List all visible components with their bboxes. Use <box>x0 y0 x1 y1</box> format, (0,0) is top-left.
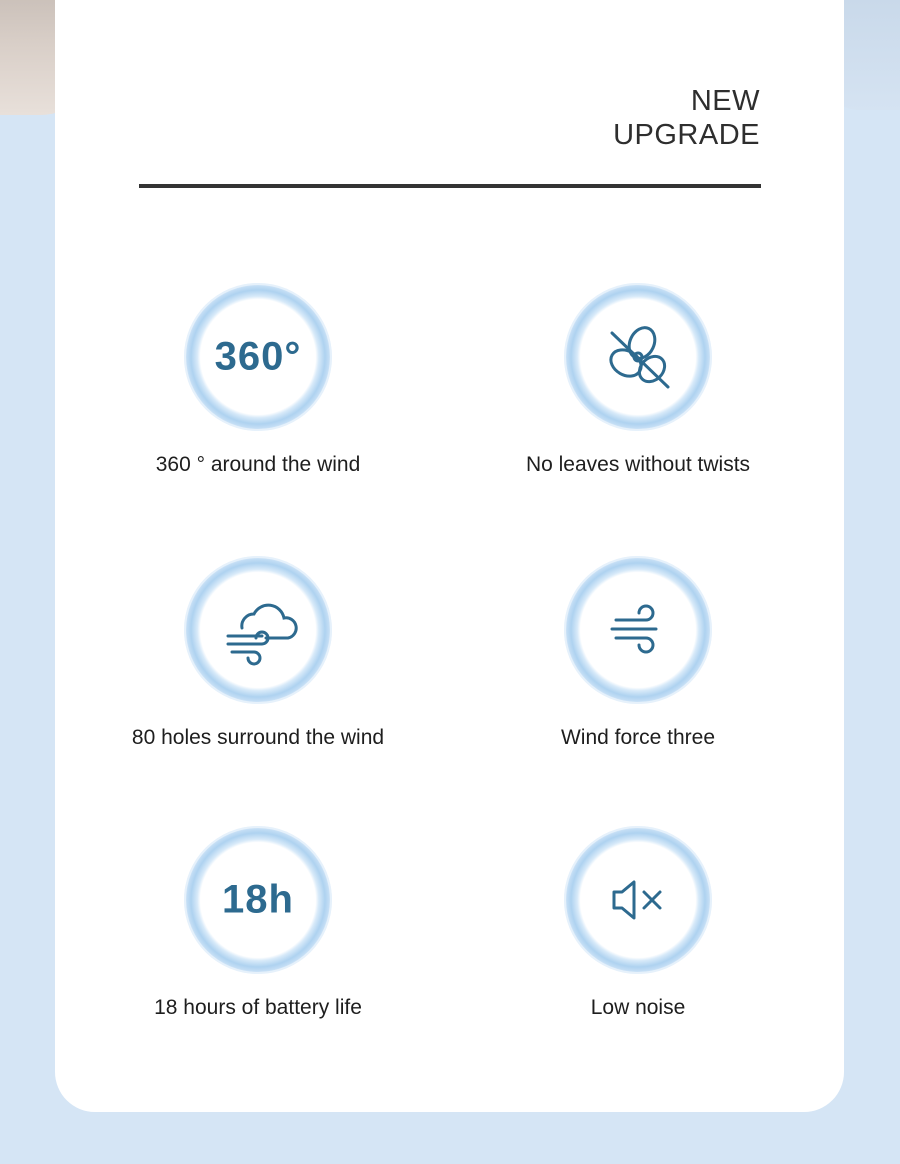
header-line-1: NEW <box>690 85 760 117</box>
cloud-wind-icon <box>184 556 332 704</box>
feature-wind-force <box>468 556 808 750</box>
crossed-fan-blade-icon <box>564 283 712 431</box>
feature-360-wind <box>88 283 428 477</box>
feature-battery-life <box>88 826 428 1020</box>
feature-80-holes <box>88 556 428 750</box>
feature-low-noise <box>468 826 808 1020</box>
feature-no-leaves <box>468 283 808 477</box>
mute-speaker-icon <box>564 826 712 974</box>
wind-lines-icon <box>564 556 712 704</box>
feature-caption: Low noise <box>590 996 686 1019</box>
feature-caption: 360 ° around the wind <box>155 453 361 476</box>
header-divider <box>139 184 761 188</box>
feature-caption: Wind force three <box>560 726 716 749</box>
header <box>613 84 760 152</box>
feature-caption: 18 hours of battery life <box>154 996 362 1019</box>
feature-caption: No leaves without twists <box>525 453 751 476</box>
360-degree-icon <box>184 283 332 431</box>
360-degree-label: 360° <box>214 334 302 379</box>
feature-caption: 80 holes surround the wind <box>131 726 385 749</box>
18-hours-label: 18h <box>222 877 294 922</box>
header-line-2: UPGRADE <box>613 119 760 151</box>
feature-card <box>55 0 844 1112</box>
18-hours-icon <box>184 826 332 974</box>
